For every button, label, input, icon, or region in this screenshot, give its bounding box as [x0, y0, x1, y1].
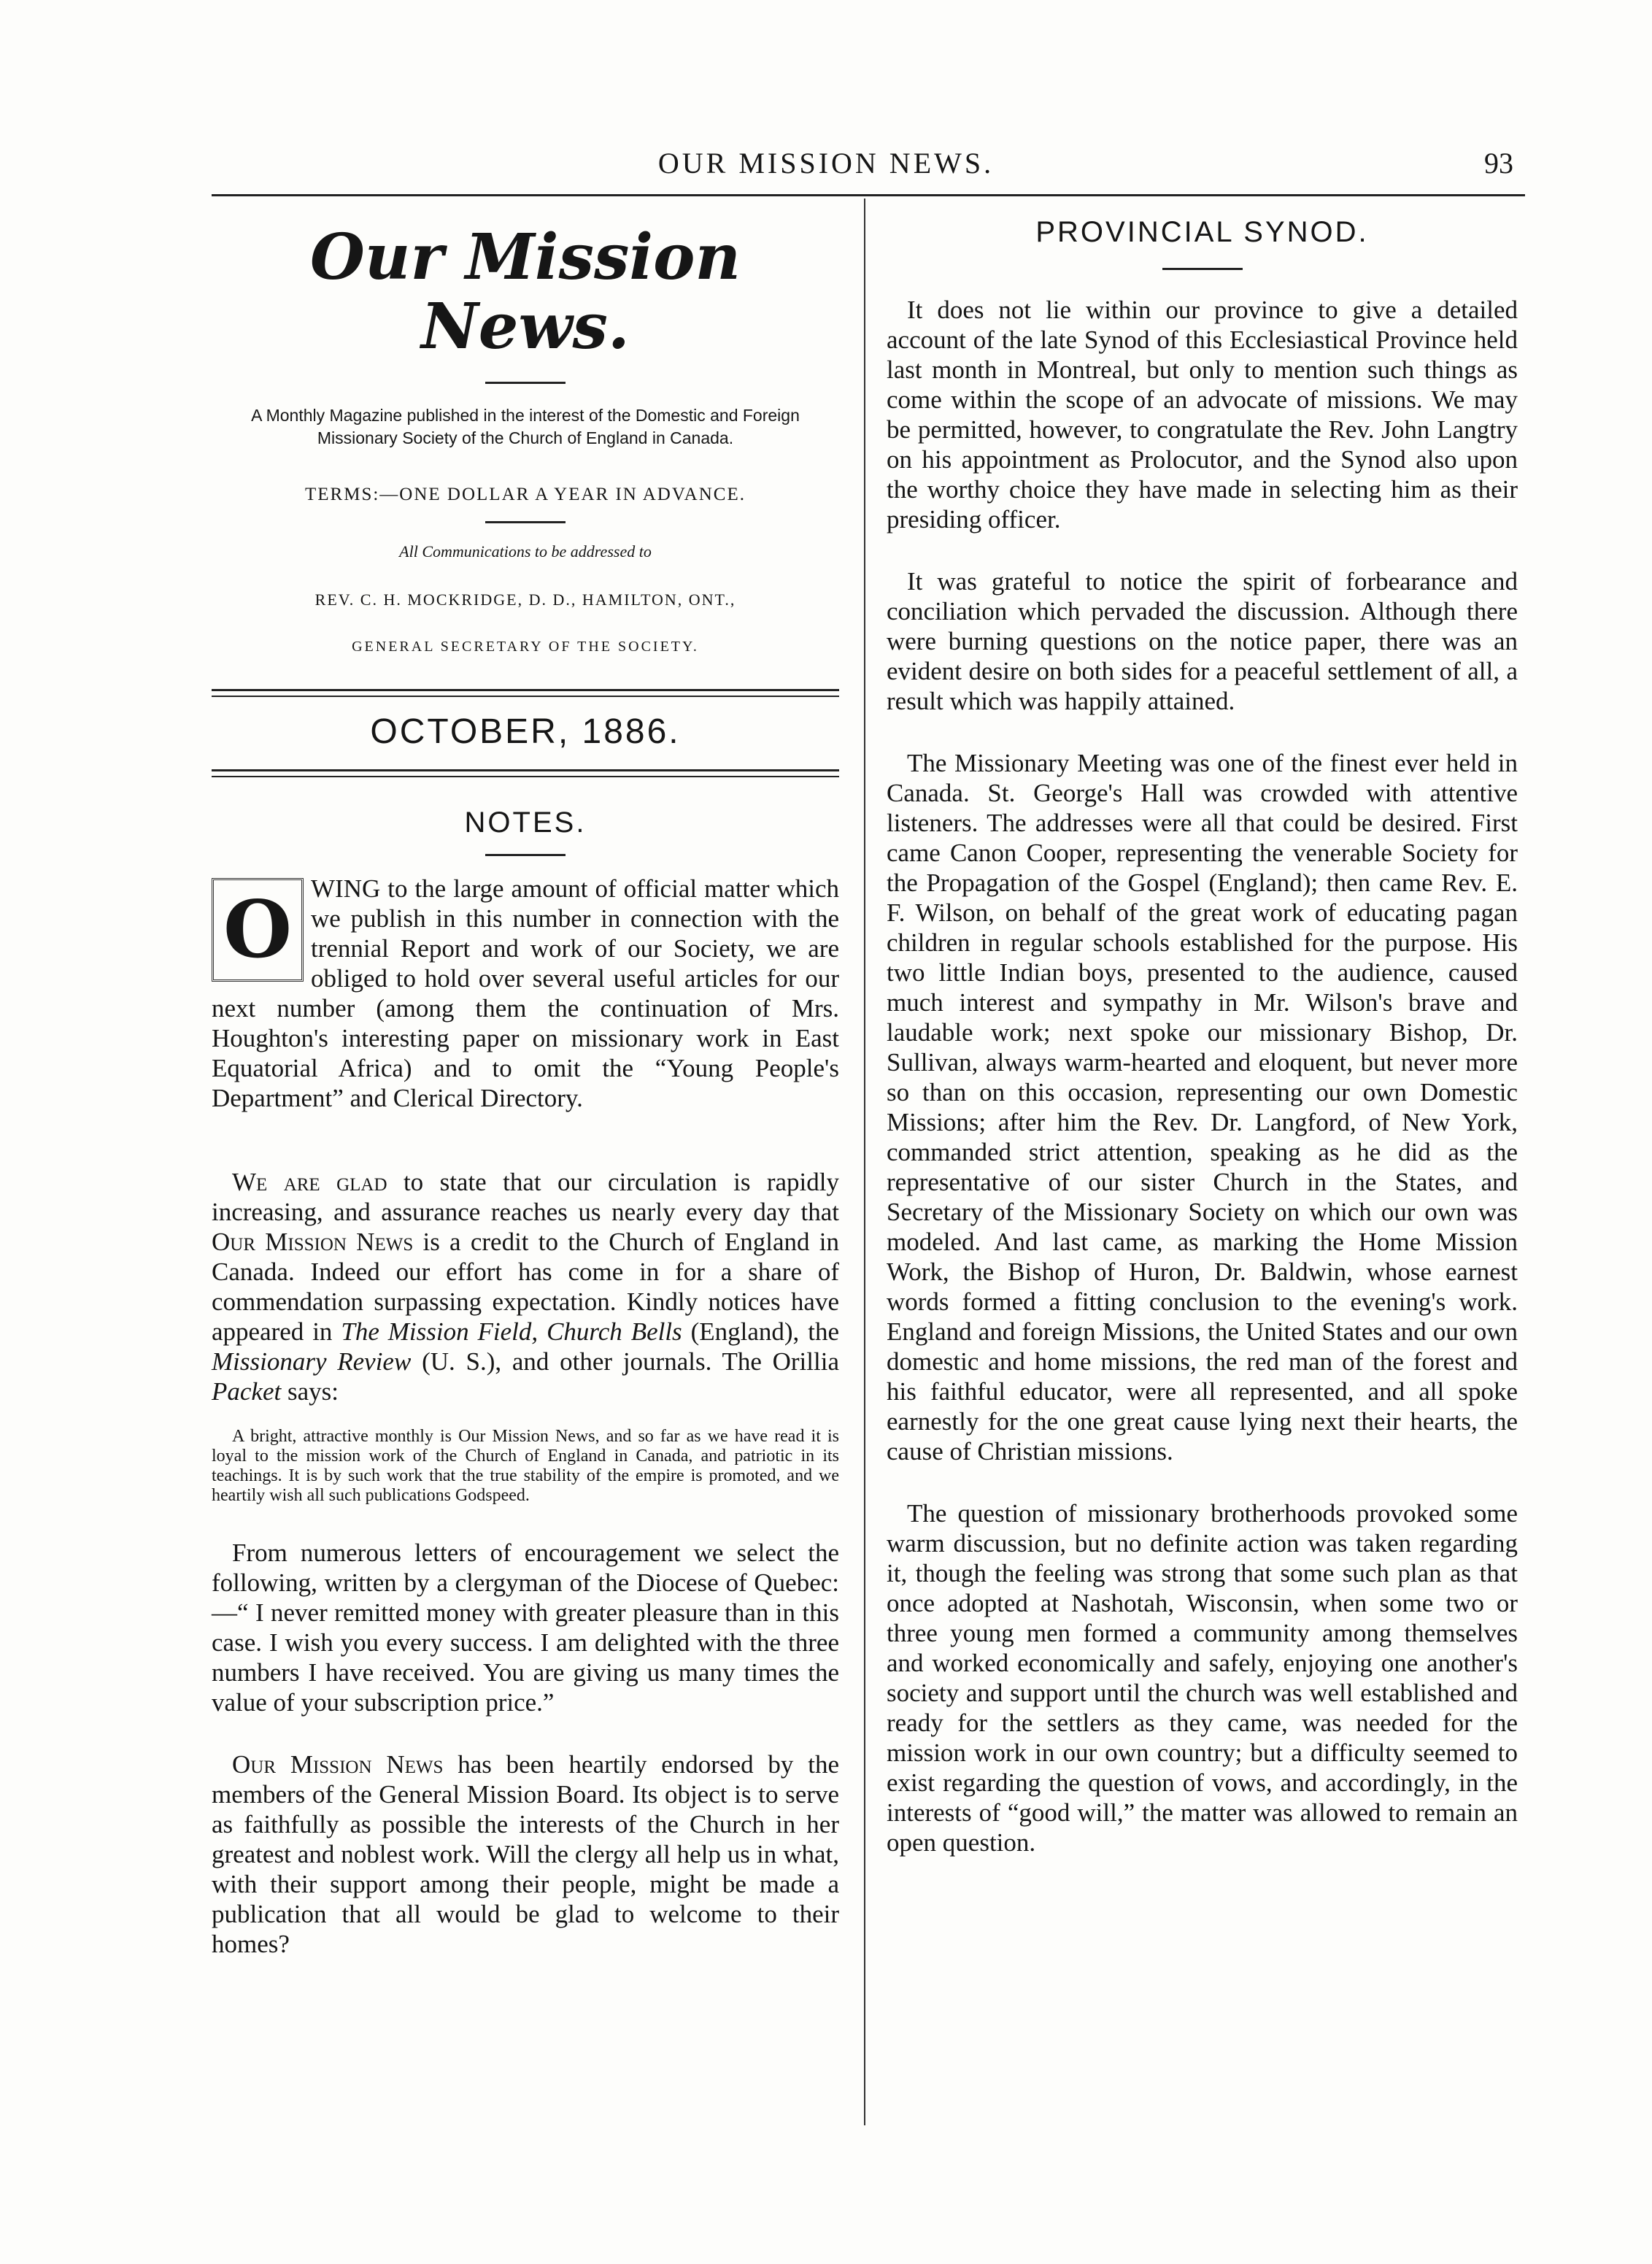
publication-name: Packet	[212, 1377, 282, 1406]
editor-address: REV. C. H. MOCKRIDGE, D. D., HAMILTON, ONT.,	[314, 590, 736, 609]
publication-name: Our Mission News	[232, 1750, 444, 1779]
notes-first-paragraph	[212, 874, 839, 1113]
text-run: (England), the	[682, 1317, 839, 1347]
running-head	[0, 146, 1652, 190]
synod-paragraph-1: It does not lie within our province to give a detailed account of the late Synod of this Ecclesiastical Province held last month in Montreal, but only to mention such things as come within the scope of an advocate of missions. We may be permitted, however, to congratulate the Rev. John Langtry on his appointment as Prolocutor, and the Synod also upon the worthy choice they have made in selecting him as their presiding officer.	[887, 296, 1518, 534]
synod-paragraph-3: The Missionary Meeting was one of the finest ever held in Canada. St. George's Hall was crowded with attentive listeners. The addresses were all that could be desired. First came Canon Cooper, representing the venerable Society for the Propagation of the Gospel (England); then came Rev. E. F. Wilson, on behalf of the great work of educating pagan children in regular schools established for the purpose. His two little Indian boys, presented to the audience, caused much interest and sympathy in Mr. Wilson's brave and laudable work; next spoke our missionary Bishop, Dr. Sullivan, always warm-hearted and eloquent, but never more so than on this occasion, representing our own Domestic Missions; after him the Rev. Dr. Langford, of New York, commanded strict attention, speaking as he did as the representative of our sister Church in the States, and Secretary of the Missionary Society on which our own was modeled. And last came, as marking the Home Mission Work, the Bishop of Huron, Dr. Baldwin, whose earnest words formed a fitting conclusion to the evening's work. England and foreign Missions, the United States and our own domestic and home missions, the red man of the forest and his faithful educator, were all represented, and all spoke earnestly for the one great cause lying next their hearts, the cause of Christian missions.	[887, 749, 1518, 1466]
publication-name: Missionary Review	[212, 1347, 412, 1377]
divider-rule	[1162, 268, 1243, 270]
double-rule	[212, 769, 839, 777]
masthead-title: Our Mission News.	[310, 220, 741, 363]
text-run: to state that our circulation is rapidly increasing, and assurance reaches us nearly every day that	[212, 1168, 839, 1227]
press-quote: A bright, attractive monthly is Our Mission News, and so far as we have read it is loyal to the mission work of the Church of England in Canada, and patriotic in its teachings. It is by such work that the true stability of the empire is promoted, and we heartily wish all such publications Godspeed.	[212, 1427, 839, 1506]
page-number: 93	[1484, 147, 1513, 180]
notes-paragraph-1: WING to the large amount of official matter which we publish in this number in connection with the trennial Report and work of our Society, we are obliged to hold over several useful articles for our next number (among them the continuation of Mrs. Houghton's interesting paper on missionary work in East Equatorial Africa) and to omit the “Young People's Department” and Clerical Directory.	[212, 874, 839, 1113]
masthead-description: A Monthly Magazine published in the interest of the Domestic and Foreign Missionary Society of the Church of England in Canada.	[251, 406, 800, 448]
synod-heading: PROVINCIAL SYNOD.	[1035, 216, 1369, 248]
communications-note: All Communications to be addressed to	[399, 542, 652, 561]
synod-paragraph-2: It was grateful to notice the spirit of forbearance and conciliation which pervaded the discussion. Although there were burning questions on the notice paper, there was an evident desire on both sides for a peaceful settlement of all, a result which was happily attained.	[887, 567, 1518, 715]
double-rule	[212, 689, 839, 697]
publication-name: Our Mission News	[212, 1228, 414, 1257]
notes-heading: NOTES.	[464, 806, 587, 839]
divider-rule	[485, 521, 566, 523]
synod-paragraph-4: The question of missionary brotherhoods provoked some warm discussion, but no definite action was taken regarding it, though the feeling was strong that some such plan as that once adopted at Nashotah, Wisconsin, when some two or three young men formed a community among themselves and worked economically and safely, enjoying one another's society and support until the church was well established and ready for the settlers as they came, was needed for the mission work in our own country; but a difficulty seemed to exist regarding the question of vows, and accordingly, in the interests of “good will,” the matter was allowed to remain an open question.	[887, 1499, 1518, 1857]
text-run: has been heartily endorsed by the members of the General Mission Board. Its object is to serve as faithfully as possible the interests of the Church in her greatest and noblest work. Will the clergy all help us in what, with their support among their people, might be made a publication that all would be glad to welcome to their homes?	[212, 1750, 839, 1959]
decorative-initial: O	[212, 878, 304, 982]
notes-paragraph-2	[212, 1167, 839, 1406]
secretary-title: GENERAL SECRETARY OF THE SOCIETY.	[352, 639, 699, 655]
right-column	[887, 199, 1518, 1857]
notes-paragraph-3: From numerous letters of encouragement we select the following, written by a clergyman of the Diocese of Quebec:—“ I never remitted money with greater pleasure than in this case. I wish you every success. I am delighted with the three numbers I have received. You are giving us many times the value of your subscription price.”	[212, 1539, 839, 1717]
text-run: (U. S.), and other journals. The Orillia	[411, 1347, 839, 1377]
divider-rule	[485, 382, 566, 384]
subscription-terms: TERMS:—ONE DOLLAR A YEAR IN ADVANCE.	[305, 485, 746, 505]
text-run: is a credit to the Church of England in Canada. Indeed our effort has come in for a share of commendation surpassing expectation. Kindly notices have appeared in	[212, 1228, 839, 1347]
text-run: says:	[281, 1377, 339, 1406]
notes-paragraph-4	[212, 1749, 839, 1959]
left-column	[212, 199, 839, 1959]
divider-rule	[485, 854, 566, 856]
header-rule	[212, 194, 1525, 196]
running-title: OUR MISSION NEWS.	[657, 147, 995, 180]
issue-date: OCTOBER, 1886.	[370, 712, 681, 752]
column-divider	[864, 199, 865, 2125]
publication-name: The Mission Field, Church Bells	[341, 1317, 682, 1347]
lead-in: We are glad	[232, 1168, 387, 1197]
